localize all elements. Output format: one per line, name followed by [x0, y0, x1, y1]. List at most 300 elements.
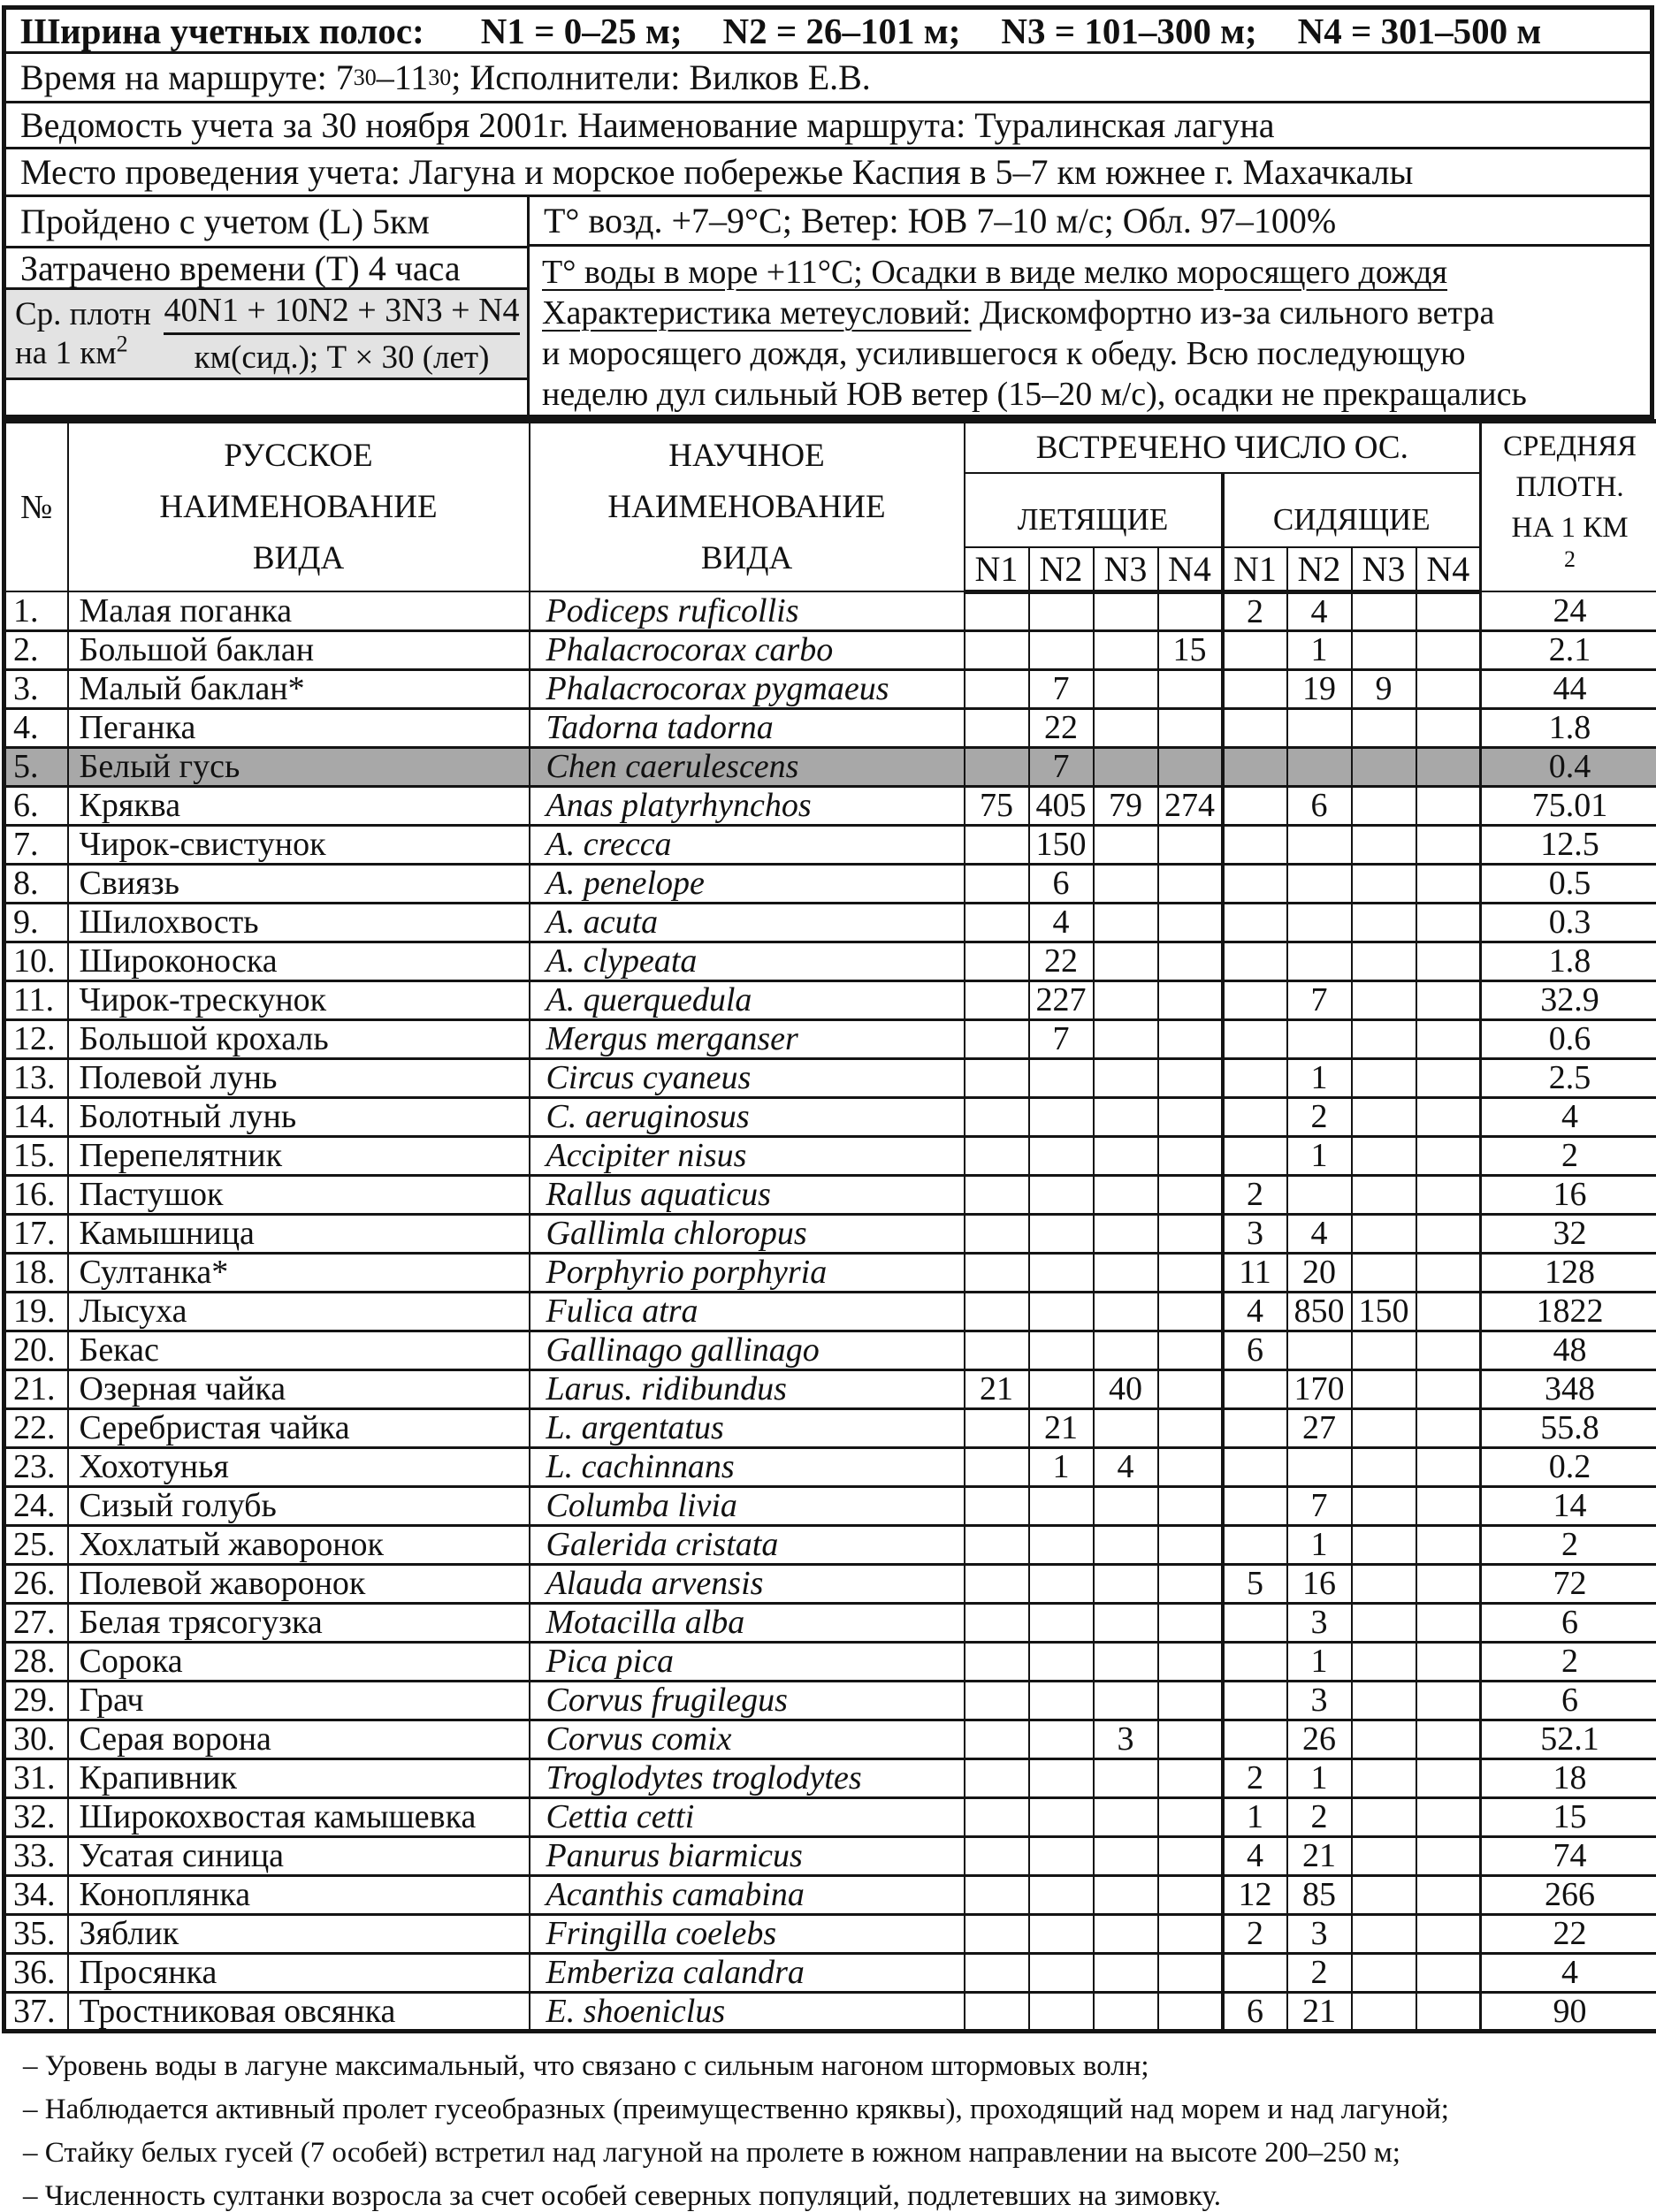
density-cell: 2 [1481, 1136, 1656, 1175]
count-sitting-n3-cell [1352, 903, 1416, 942]
scientific-name-cell: Troglodytes troglodytes [530, 1758, 965, 1797]
scientific-name-cell: Podiceps ruficollis [530, 591, 965, 630]
row-number-cell: 35. [4, 1914, 68, 1953]
count-flying-n2-cell: 150 [1029, 825, 1094, 864]
count-sitting-n1-cell: 6 [1223, 1992, 1287, 2031]
count-sitting-n2-cell: 21 [1287, 1992, 1352, 2031]
count-flying-n4-cell [1158, 1681, 1223, 1720]
count-flying-n3-cell: 40 [1094, 1369, 1158, 1408]
count-flying-n4-cell [1158, 1603, 1223, 1642]
scientific-name-cell: Cettia cetti [530, 1797, 965, 1836]
count-sitting-n2-cell: 3 [1287, 1914, 1352, 1953]
count-flying-n1-cell [965, 1175, 1029, 1214]
count-sitting-n2-cell: 27 [1287, 1408, 1352, 1447]
density-cell: 72 [1481, 1564, 1656, 1603]
scientific-name-cell: Porphyrio porphyria [530, 1253, 965, 1292]
russian-name-cell: Грач [68, 1681, 530, 1720]
count-sitting-n2-cell [1287, 942, 1352, 980]
count-sitting-n1-cell [1223, 1486, 1287, 1525]
count-sitting-n4-cell [1416, 1097, 1481, 1136]
count-sitting-n4-cell [1416, 747, 1481, 786]
col-header-scientific-name [530, 422, 965, 592]
count-sitting-n2-cell [1287, 1175, 1352, 1214]
scientific-name-cell: Fringilla coelebs [530, 1914, 965, 1953]
density-cell: 74 [1481, 1836, 1656, 1875]
survey-place-text: Место проведения учета: Лагуна и морское побережье Каспия в 5–7 км южнее г. Махачкалы [20, 152, 1414, 192]
scientific-name-cell: A. crecca [530, 825, 965, 864]
russian-name-cell: Белая трясогузка [68, 1603, 530, 1642]
density-header-line: НА 1 КМ $^2$ [1511, 511, 1629, 572]
air-weather-cell [530, 197, 1650, 247]
density-cell: 2.1 [1481, 630, 1656, 669]
count-sitting-n3-cell [1352, 1953, 1416, 1992]
count-flying-n1-cell [965, 864, 1029, 903]
count-flying-n4-cell [1158, 1447, 1223, 1486]
table-row [4, 1914, 1656, 1953]
density-cell: 1822 [1481, 1292, 1656, 1331]
table-row [4, 1992, 1656, 2031]
count-flying-n4-cell [1158, 1408, 1223, 1447]
count-flying-n3-cell [1094, 1253, 1158, 1292]
count-sitting-n2-cell [1287, 747, 1352, 786]
count-sitting-n2-cell: 20 [1287, 1253, 1352, 1292]
count-flying-n2-cell [1029, 1953, 1094, 1992]
russian-name-cell: Болотный лунь [68, 1097, 530, 1136]
scientific-name-cell: Accipiter nisus [530, 1136, 965, 1175]
russian-name-cell: Султанка* [68, 1253, 530, 1292]
count-flying-n4-cell [1158, 1058, 1223, 1097]
russian-name-cell: Пастушок [68, 1175, 530, 1214]
count-flying-n1-cell [965, 1875, 1029, 1914]
count-flying-n1-cell [965, 825, 1029, 864]
count-sitting-n3-cell [1352, 864, 1416, 903]
count-sitting-n4-cell [1416, 1369, 1481, 1408]
count-sitting-n3-cell [1352, 1836, 1416, 1875]
footnote-line: – Уровень воды в лагуне максимальный, что связано с сильным нагоном штормовых волн; [23, 2049, 1149, 2082]
table-row [4, 1253, 1656, 1292]
count-sitting-n3-cell [1352, 1019, 1416, 1058]
count-sitting-n2-cell: 85 [1287, 1875, 1352, 1914]
count-sitting-n3-cell [1352, 1369, 1416, 1408]
count-sitting-n1-cell [1223, 630, 1287, 669]
count-sitting-n1-cell [1223, 708, 1287, 747]
scientific-name-cell: A. acuta [530, 903, 965, 942]
russian-name-cell: Широкохвостая камышевка [68, 1797, 530, 1836]
count-sitting-n4-cell [1416, 864, 1481, 903]
meteo-characteristic-label: Характеристика метеусловий: [542, 294, 972, 332]
count-flying-n4-cell [1158, 1486, 1223, 1525]
table-row [4, 1797, 1656, 1836]
table-row [4, 747, 1656, 786]
row-number-cell: 23. [4, 1447, 68, 1486]
scientific-name-cell: Chen caerulescens [530, 747, 965, 786]
count-flying-n3-cell [1094, 1914, 1158, 1953]
scientific-name-cell: Motacilla alba [530, 1603, 965, 1642]
density-cell: 16 [1481, 1175, 1656, 1214]
distance-cell [6, 197, 527, 248]
count-flying-n3-cell [1094, 1642, 1158, 1681]
count-sitting-n2-cell: 19 [1287, 669, 1352, 708]
count-sitting-n4-cell [1416, 1136, 1481, 1175]
count-sitting-n1-cell [1223, 1642, 1287, 1681]
info-left-column [6, 197, 530, 415]
density-formula-label [15, 295, 164, 373]
russian-name-cell: Пеганка [68, 708, 530, 747]
scientific-header-line: НАУЧНОЕ [668, 437, 825, 474]
count-sitting-n1-cell [1223, 1603, 1287, 1642]
count-flying-n2-cell [1029, 591, 1094, 630]
count-sitting-n1-cell [1223, 1058, 1287, 1097]
scientific-name-cell: Rallus aquaticus [530, 1175, 965, 1214]
russian-name-cell: Хохлатый жаворонок [68, 1525, 530, 1564]
count-flying-n4-cell [1158, 747, 1223, 786]
count-flying-n4-cell [1158, 980, 1223, 1019]
count-flying-n1-cell: 21 [965, 1369, 1029, 1408]
scientific-name-cell: Fulica atra [530, 1292, 965, 1331]
count-sitting-n4-cell [1416, 1758, 1481, 1797]
table-row [4, 980, 1656, 1019]
density-header-line: СРЕДНЯЯ [1503, 430, 1637, 462]
count-flying-n1-cell [965, 708, 1029, 747]
russian-name-cell: Серая ворона [68, 1720, 530, 1758]
row-number-cell: 15. [4, 1136, 68, 1175]
count-sitting-n1-cell [1223, 786, 1287, 825]
count-sitting-n2-cell [1287, 903, 1352, 942]
count-flying-n1-cell [965, 1720, 1029, 1758]
count-sitting-n2-cell: 2 [1287, 1097, 1352, 1136]
table-row [4, 591, 1656, 630]
density-cell: 18 [1481, 1758, 1656, 1797]
count-sitting-n3-cell [1352, 1603, 1416, 1642]
row-number-cell: 17. [4, 1214, 68, 1253]
russian-name-cell: Шилохвость [68, 903, 530, 942]
col-header-sitting-n2: N2 [1287, 547, 1352, 592]
count-sitting-n3-cell [1352, 591, 1416, 630]
count-flying-n1-cell [965, 1953, 1029, 1992]
count-flying-n2-cell: 22 [1029, 708, 1094, 747]
info-row-sheet-title [6, 103, 1650, 149]
count-sitting-n2-cell [1287, 825, 1352, 864]
row-number-cell: 33. [4, 1836, 68, 1875]
count-flying-n4-cell [1158, 591, 1223, 630]
count-sitting-n4-cell [1416, 1214, 1481, 1253]
empty-cell [6, 380, 527, 415]
table-row [4, 630, 1656, 669]
species-table-header [4, 422, 1656, 592]
density-formula-cell [6, 290, 527, 380]
count-sitting-n4-cell [1416, 786, 1481, 825]
table-row [4, 1136, 1656, 1175]
table-row [4, 1720, 1656, 1758]
russian-name-cell: Бекас [68, 1331, 530, 1369]
table-row [4, 1292, 1656, 1331]
table-row [4, 1836, 1656, 1875]
formula-numerator: 40N1 + 10N2 + 3N3 + N4 [164, 291, 520, 335]
count-sitting-n3-cell [1352, 1486, 1416, 1525]
meteo-continuation-line: и моросящего дождя, усилившегося к обеду. Всю последующую [542, 335, 1466, 372]
count-sitting-n1-cell: 3 [1223, 1214, 1287, 1253]
count-flying-n3-cell [1094, 1758, 1158, 1797]
count-flying-n3-cell [1094, 1331, 1158, 1369]
count-sitting-n4-cell [1416, 1058, 1481, 1097]
count-flying-n2-cell: 22 [1029, 942, 1094, 980]
count-sitting-n2-cell: 1 [1287, 630, 1352, 669]
count-sitting-n4-cell [1416, 630, 1481, 669]
count-sitting-n3-cell [1352, 1058, 1416, 1097]
count-flying-n2-cell [1029, 1681, 1094, 1720]
count-flying-n1-cell [965, 1564, 1029, 1603]
count-sitting-n3-cell [1352, 1797, 1416, 1836]
count-flying-n1-cell [965, 903, 1029, 942]
count-sitting-n2-cell: 21 [1287, 1836, 1352, 1875]
count-flying-n2-cell [1029, 1797, 1094, 1836]
col-header-sitting-n4: N4 [1416, 547, 1481, 592]
count-flying-n2-cell [1029, 1836, 1094, 1875]
russian-name-cell: Сорока [68, 1642, 530, 1681]
density-cell: 266 [1481, 1875, 1656, 1914]
density-cell: 1.8 [1481, 942, 1656, 980]
route-time-text: Время на маршруте: 7 [20, 57, 354, 97]
count-sitting-n2-cell [1287, 1447, 1352, 1486]
count-flying-n3-cell: 4 [1094, 1447, 1158, 1486]
russian-name-cell: Малая поганка [68, 591, 530, 630]
count-flying-n3-cell [1094, 591, 1158, 630]
count-sitting-n2-cell [1287, 708, 1352, 747]
density-label-line1: Ср. плотн [15, 295, 151, 332]
density-cell: 1.8 [1481, 708, 1656, 747]
density-cell: 6 [1481, 1603, 1656, 1642]
count-flying-n1-cell [965, 1136, 1029, 1175]
count-flying-n3-cell [1094, 942, 1158, 980]
count-sitting-n4-cell [1416, 1292, 1481, 1331]
table-row [4, 1564, 1656, 1603]
count-flying-n4-cell [1158, 1992, 1223, 2031]
scientific-name-cell: A. penelope [530, 864, 965, 903]
count-flying-n2-cell [1029, 1292, 1094, 1331]
density-cell: 15 [1481, 1797, 1656, 1836]
time-spent-cell [6, 248, 527, 290]
count-sitting-n3-cell [1352, 1681, 1416, 1720]
row-number-cell: 10. [4, 942, 68, 980]
species-table-body [4, 591, 1656, 2031]
count-flying-n1-cell [965, 1758, 1029, 1797]
footnote-line: – Стайку белых гусей (7 особей) встретил над лагуной на пролете в южном направлении на высоте 200–250 м; [23, 2136, 1400, 2169]
table-row [4, 1408, 1656, 1447]
col-header-encountered: ВСТРЕЧЕНО ЧИСЛО ОС. [965, 422, 1481, 473]
count-sitting-n3-cell [1352, 747, 1416, 786]
scientific-name-cell: Anas platyrhynchos [530, 786, 965, 825]
density-cell: 4 [1481, 1953, 1656, 1992]
row-number-cell: 37. [4, 1992, 68, 2031]
row-number-cell: 12. [4, 1019, 68, 1058]
count-flying-n2-cell [1029, 1525, 1094, 1564]
scientific-name-cell: L. argentatus [530, 1408, 965, 1447]
density-formula-fraction [164, 291, 520, 377]
count-sitting-n3-cell [1352, 1992, 1416, 2031]
meteo-characteristic-rest: Дискомфортно из-за сильного ветра [971, 294, 1495, 332]
count-flying-n1-cell [965, 669, 1029, 708]
row-number-cell: 3. [4, 669, 68, 708]
count-sitting-n2-cell: 1 [1287, 1758, 1352, 1797]
count-flying-n4-cell [1158, 1797, 1223, 1836]
count-sitting-n2-cell: 7 [1287, 980, 1352, 1019]
russian-name-cell: Свиязь [68, 864, 530, 903]
count-flying-n3-cell [1094, 1603, 1158, 1642]
scientific-name-cell: Phalacrocorax carbo [530, 630, 965, 669]
count-sitting-n1-cell [1223, 980, 1287, 1019]
russian-name-cell: Перепелятник [68, 1136, 530, 1175]
count-flying-n2-cell [1029, 1992, 1094, 2031]
table-row [4, 942, 1656, 980]
count-flying-n3-cell [1094, 1525, 1158, 1564]
row-number-cell: 20. [4, 1331, 68, 1369]
scientific-name-cell: C. aeruginosus [530, 1097, 965, 1136]
info-split-section [6, 197, 1650, 415]
scientific-name-cell: E. shoeniclus [530, 1992, 965, 2031]
count-sitting-n3-cell: 9 [1352, 669, 1416, 708]
russian-name-cell: Серебристая чайка [68, 1408, 530, 1447]
count-flying-n4-cell [1158, 1175, 1223, 1214]
count-flying-n2-cell [1029, 1175, 1094, 1214]
count-sitting-n3-cell [1352, 1447, 1416, 1486]
scientific-name-cell: Gallimla chloropus [530, 1214, 965, 1253]
row-number-cell: 14. [4, 1097, 68, 1136]
row-number-cell: 25. [4, 1525, 68, 1564]
count-sitting-n3-cell [1352, 980, 1416, 1019]
info-block [2, 5, 1654, 419]
density-cell: 2 [1481, 1642, 1656, 1681]
count-flying-n1-cell [965, 1836, 1029, 1875]
density-cell: 348 [1481, 1369, 1656, 1408]
count-flying-n3-cell [1094, 1214, 1158, 1253]
col-header-flying-n4: N4 [1158, 547, 1223, 592]
count-flying-n3-cell [1094, 1136, 1158, 1175]
density-cell: 24 [1481, 591, 1656, 630]
count-sitting-n3-cell [1352, 1525, 1416, 1564]
count-sitting-n2-cell: 1 [1287, 1058, 1352, 1097]
density-cell: 44 [1481, 669, 1656, 708]
row-number-cell: 1. [4, 591, 68, 630]
scientific-name-cell: Tadorna tadorna [530, 708, 965, 747]
count-sitting-n4-cell [1416, 1175, 1481, 1214]
info-row-route-time: Время на маршруте: 7 30 –11 30 ; Исполнители: Вилков Е.В. [6, 54, 1650, 103]
scientific-name-cell: Panurus biarmicus [530, 1836, 965, 1875]
count-flying-n3-cell [1094, 1836, 1158, 1875]
count-sitting-n1-cell: 4 [1223, 1836, 1287, 1875]
count-flying-n4-cell [1158, 1642, 1223, 1681]
count-sitting-n4-cell [1416, 669, 1481, 708]
russian-name-cell: Большой крохаль [68, 1019, 530, 1058]
russian-name-cell: Кряква [68, 786, 530, 825]
count-sitting-n4-cell [1416, 1720, 1481, 1758]
count-sitting-n1-cell: 5 [1223, 1564, 1287, 1603]
row-number-cell: 27. [4, 1603, 68, 1642]
count-sitting-n4-cell [1416, 1836, 1481, 1875]
count-flying-n1-cell [965, 1253, 1029, 1292]
count-sitting-n4-cell [1416, 1914, 1481, 1953]
scientific-name-cell: Phalacrocorax pygmaeus [530, 669, 965, 708]
count-sitting-n3-cell [1352, 1253, 1416, 1292]
count-sitting-n2-cell: 16 [1287, 1564, 1352, 1603]
russian-name-cell: Просянка [68, 1953, 530, 1992]
count-sitting-n3-cell [1352, 1875, 1416, 1914]
table-row [4, 1097, 1656, 1136]
scientific-name-cell: L. cachinnans [530, 1447, 965, 1486]
scientific-name-cell: A. clypeata [530, 942, 965, 980]
russian-header-line: ВИДА [252, 539, 345, 576]
table-row [4, 1681, 1656, 1720]
formula-denominator: км(сид.); Т × 30 (лет) [194, 339, 490, 376]
scientific-name-cell: Galerida cristata [530, 1525, 965, 1564]
count-flying-n2-cell [1029, 1758, 1094, 1797]
species-table [2, 419, 1656, 2033]
count-sitting-n2-cell: 1 [1287, 1525, 1352, 1564]
count-flying-n1-cell [965, 1642, 1029, 1681]
count-flying-n4-cell [1158, 1836, 1223, 1875]
count-flying-n2-cell [1029, 630, 1094, 669]
count-sitting-n1-cell [1223, 903, 1287, 942]
count-flying-n3-cell [1094, 708, 1158, 747]
count-sitting-n1-cell: 1 [1223, 1797, 1287, 1836]
route-executors-text: ; Исполнители: Вилков Е.В. [451, 57, 871, 97]
count-sitting-n2-cell: 26 [1287, 1720, 1352, 1758]
count-flying-n2-cell [1029, 1875, 1094, 1914]
count-sitting-n4-cell [1416, 980, 1481, 1019]
band-n4-range: N4 = 301–500 м [1297, 10, 1542, 51]
count-sitting-n2-cell: 1 [1287, 1136, 1352, 1175]
row-number-cell: 32. [4, 1797, 68, 1836]
count-sitting-n1-cell: 2 [1223, 1175, 1287, 1214]
row-number-cell: 4. [4, 708, 68, 747]
scientific-name-cell: Gallinago gallinago [530, 1331, 965, 1369]
count-sitting-n1-cell [1223, 864, 1287, 903]
table-row [4, 1758, 1656, 1797]
row-number-cell: 8. [4, 864, 68, 903]
count-flying-n4-cell [1158, 669, 1223, 708]
info-row-band-widths [6, 10, 1650, 54]
scientific-name-cell: Corvus frugilegus [530, 1681, 965, 1720]
count-flying-n3-cell [1094, 1681, 1158, 1720]
count-flying-n2-cell [1029, 1603, 1094, 1642]
count-flying-n4-cell [1158, 864, 1223, 903]
count-flying-n2-cell [1029, 1564, 1094, 1603]
count-sitting-n1-cell [1223, 747, 1287, 786]
count-sitting-n2-cell [1287, 864, 1352, 903]
density-cell: 48 [1481, 1331, 1656, 1369]
table-row [4, 708, 1656, 747]
table-row [4, 1369, 1656, 1408]
count-sitting-n2-cell: 6 [1287, 786, 1352, 825]
count-sitting-n3-cell [1352, 1720, 1416, 1758]
count-flying-n4-cell [1158, 825, 1223, 864]
count-sitting-n3-cell [1352, 1914, 1416, 1953]
count-flying-n2-cell: 21 [1029, 1408, 1094, 1447]
count-sitting-n1-cell [1223, 1953, 1287, 1992]
count-flying-n2-cell [1029, 1331, 1094, 1369]
count-flying-n1-cell [965, 1603, 1029, 1642]
count-sitting-n3-cell [1352, 1136, 1416, 1175]
count-flying-n4-cell [1158, 1136, 1223, 1175]
count-sitting-n3-cell: 150 [1352, 1292, 1416, 1331]
density-cell: 0.4 [1481, 747, 1656, 786]
density-cell: 0.2 [1481, 1447, 1656, 1486]
count-flying-n4-cell [1158, 1331, 1223, 1369]
russian-name-cell: Зяблик [68, 1914, 530, 1953]
band-widths-label: Ширина учетных полос: [20, 10, 424, 51]
scientific-name-cell: Corvus comix [530, 1720, 965, 1758]
count-flying-n2-cell [1029, 1369, 1094, 1408]
row-number-cell: 11. [4, 980, 68, 1019]
